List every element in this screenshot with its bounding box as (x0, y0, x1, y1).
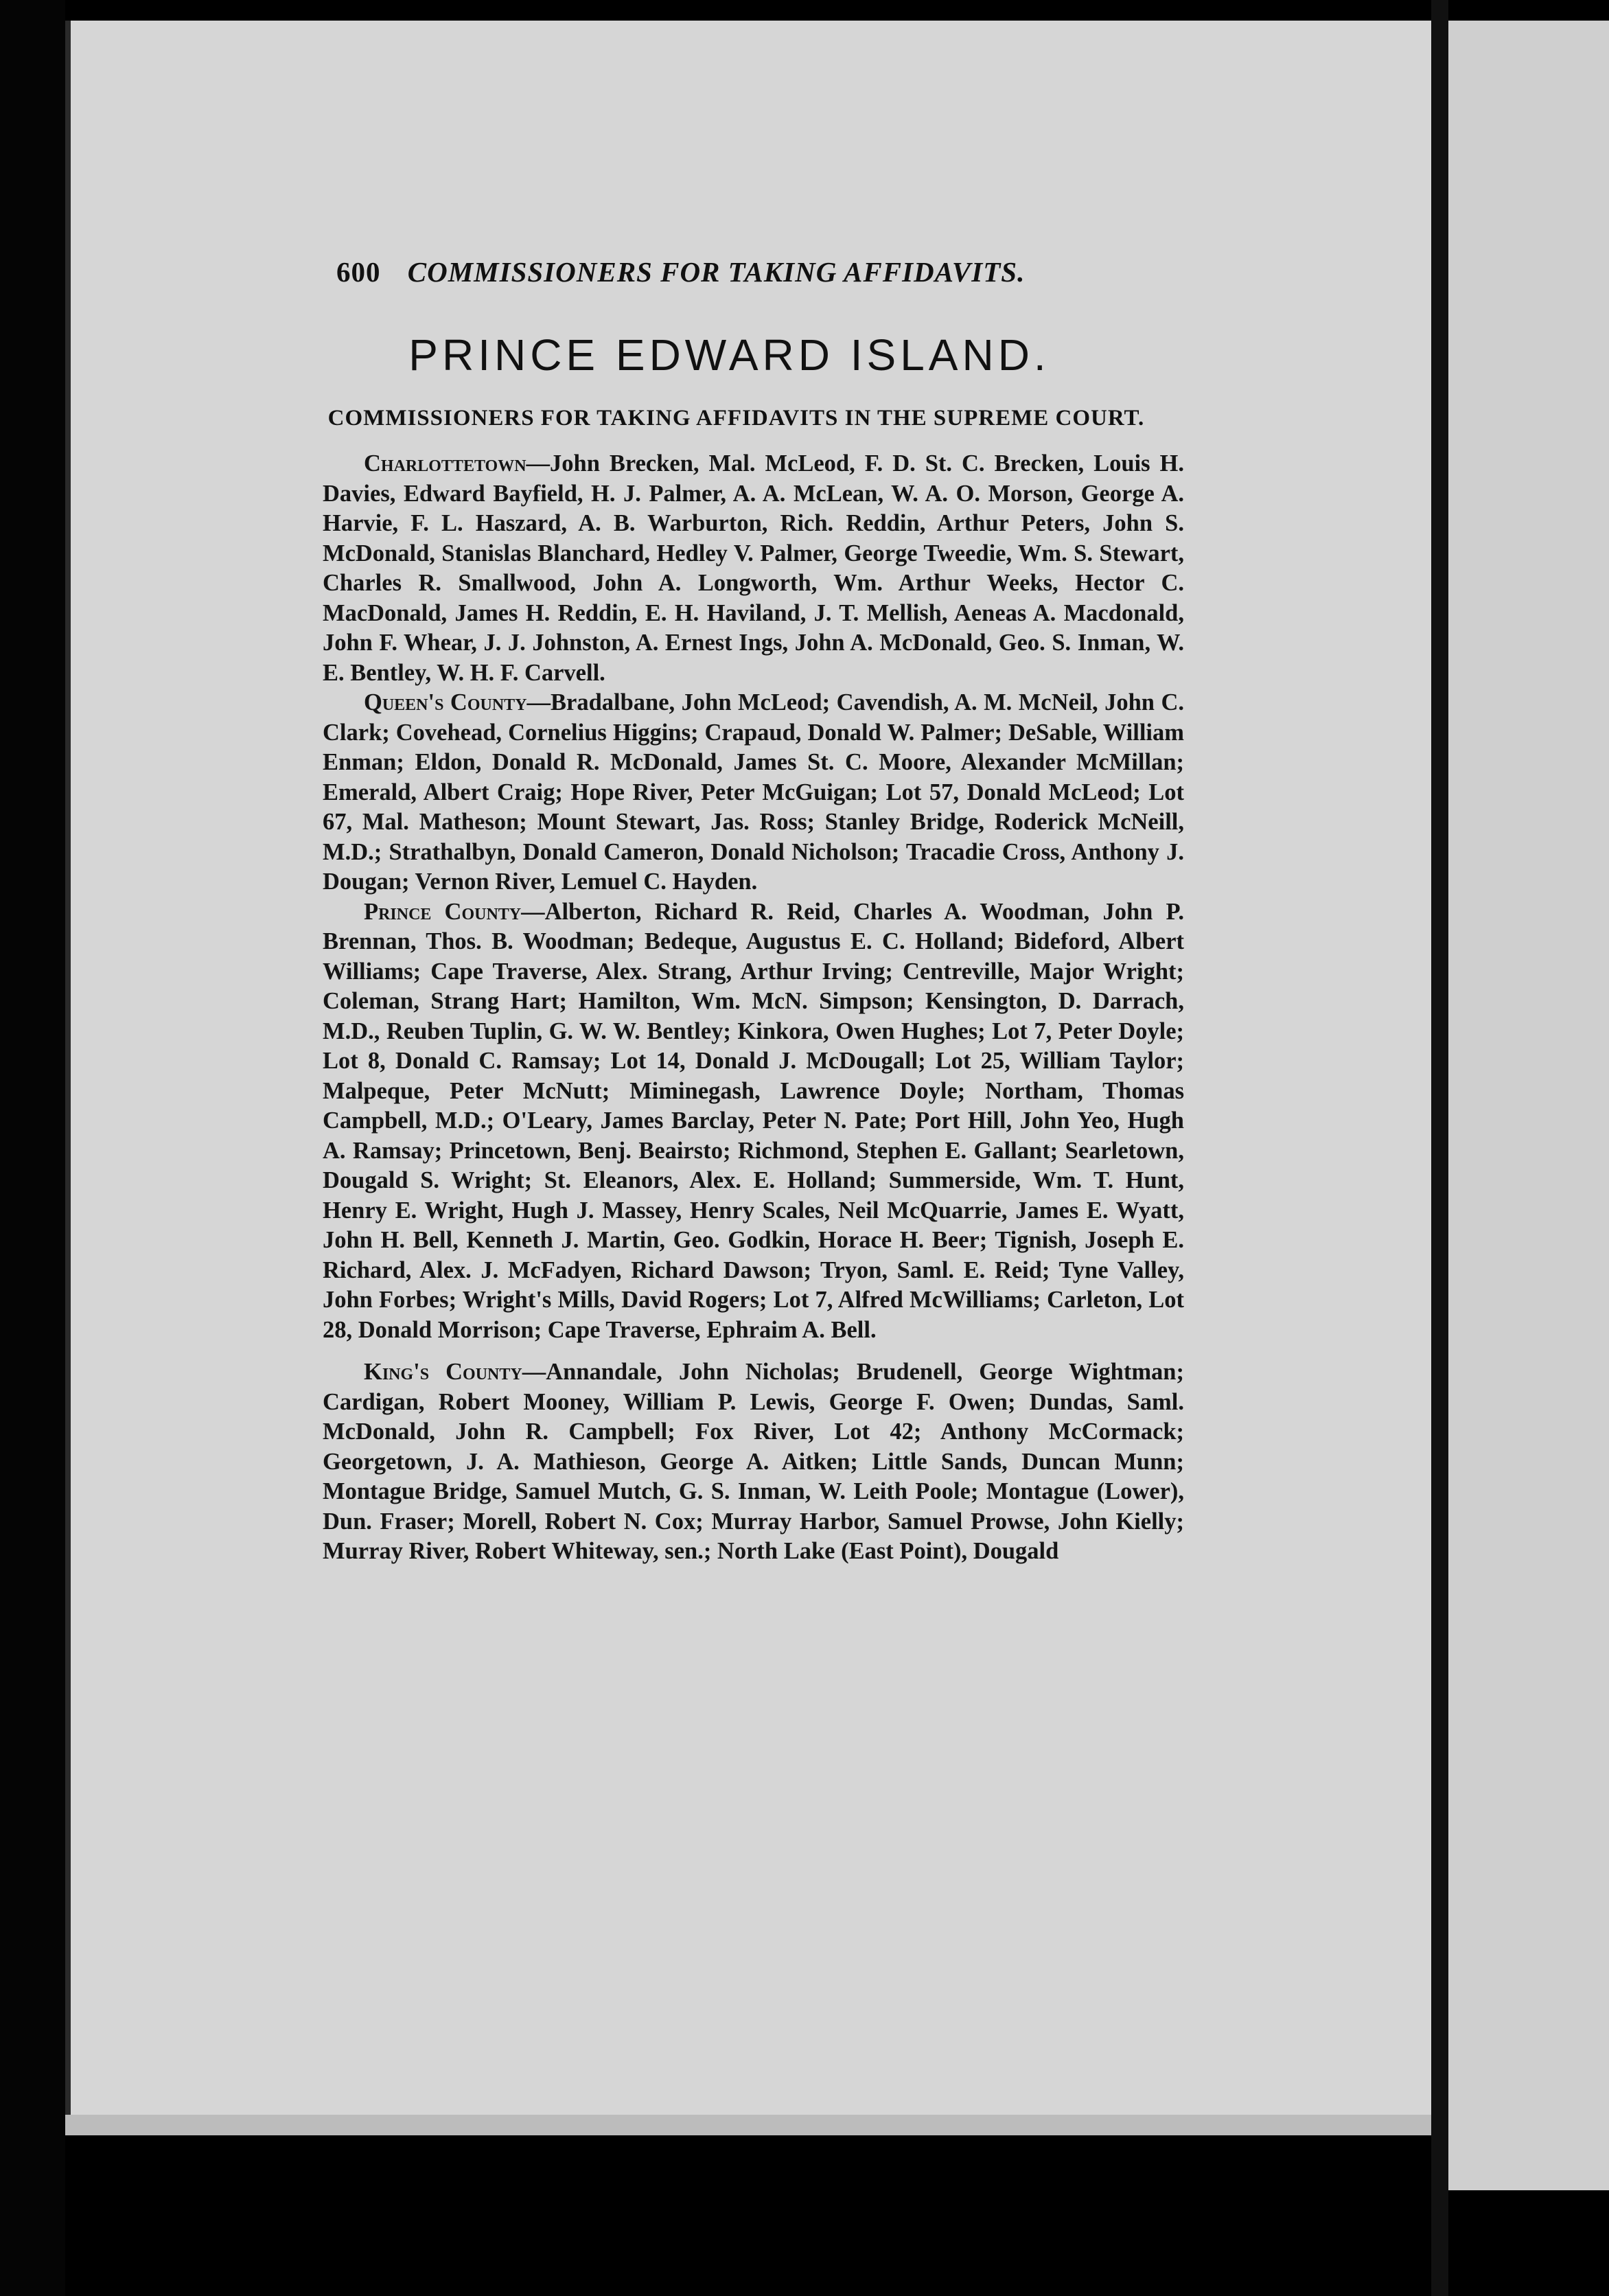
section-lead: King's County (364, 1359, 522, 1385)
paragraph-gap (247, 1345, 1184, 1357)
section-text: —Alberton, Richard R. Reid, Charles A. Woodman, John P. Brennan, Thos. B. Woodman; Bedeque, Augustus E. C. Holland; Bideford, Albert Williams; Cape Traverse, Alex. Strang, Arthur Irving; Centreville, Major Wright; Coleman, Strang Hart; Hamilton, Wm. McN. Simpson; Kensington, D. Darrach, M.D., Reuben Tuplin, G. W. W. Bentley; Kinkora, Owen Hughes; Lot 7, Peter Doyle; Lot 8, Donald C. Ramsay; Lot 14, Donald J. McDougall; Lot 25, William Taylor; Malpeque, Peter McNutt; Miminegash, Lawrence Doyle; Northam, Thomas Campbell, M.D.; O'Leary, James Barclay, Peter N. Pate; Port Hill, John Yeo, Hugh A. Ramsay; Princetown, Benj. Beairsto; Richmond, Stephen E. Gallant; Searletown, Dougald S. Wright; St. Eleanors, Alex. E. Holland; Summerside, Wm. T. Hunt, Henry E. Wright, Hugh J. Massey, Henry Scales, Neil McQuarrie, James E. Wyatt, John H. Bell, Kenneth J. Martin, Geo. Godkin, Horace H. Beer; Tignish, Joseph E. Richard, Alex. J. McFadyen, Richard Dawson; Tryon, Saml. E. Reid; Tyne Valley, John Forbes; Wright's Mills, David Rogers; Lot 7, Alfred McWilliams; Carleton, Lot 28, Donald Morrison; Cape Traverse, Ephraim A. Bell. (323, 898, 1184, 1343)
section-prince-county (323, 897, 1184, 1346)
section-kings-county (323, 1357, 1184, 1567)
running-header (336, 255, 1184, 288)
section-charlottetown (323, 449, 1184, 688)
facing-page-edge (1448, 21, 1609, 2190)
page-number: 600 (336, 256, 381, 288)
section-subheading: COMMISSIONERS FOR TAKING AFFIDAVITS IN THE SUPREME COURT. (327, 406, 1145, 430)
section-text: —Annandale, John Nicholas; Brudenell, George Wightman; Cardigan, Robert Mooney, William P. Lewis, George F. Owen; Dundas, Saml. McDonald, John R. Campbell; Fox River, Lot 42; Anthony McCormack; Georgetown, J. A. Mathieson, George A. Aitken; Little Sands, Duncan Munn; Montague Bridge, Samuel Mutch, G. S. Inman, W. Leith Poole; Montague (Lower), Dun. Fraser; Morell, Robert N. Cox; Murray Harbor, Samuel Prowse, John Kielly; Murray River, Robert Whiteway, sen.; North Lake (East Point), Dougald (323, 1359, 1184, 1564)
section-queens-county (323, 688, 1184, 897)
province-heading: PRINCE EDWARD ISLAND. (408, 330, 1050, 380)
section-lead: Prince County (364, 898, 522, 925)
scan-border-left (0, 0, 65, 2296)
section-lead: Queen's County (364, 689, 527, 715)
page-content (247, 255, 1184, 1567)
page-bottom-edge (65, 2115, 1431, 2135)
section-text: —John Brecken, Mal. McLeod, F. D. St. C. Brecken, Louis H. Davies, Edward Bayfield, H. J. Palmer, A. A. McLean, W. A. O. Morson, George A. Harvie, F. L. Haszard, A. B. Warburton, Rich. Reddin, Arthur Peters, John S. McDonald, Stanislas Blanchard, Hedley V. Palmer, George Tweedie, Wm. S. Stewart, Charles R. Smallwood, John A. Longworth, Wm. Arthur Weeks, Hector C. MacDonald, James H. Reddin, E. H. Haviland, J. T. Mellish, Aeneas A. Macdonald, John F. Whear, J. J. Johnston, A. Ernest Ings, John A. McDonald, Geo. S. Inman, W. E. Bentley, W. H. F. Carvell. (323, 450, 1184, 686)
book-gutter (1431, 0, 1448, 2296)
section-text: —Bradalbane, John McLeod; Cavendish, A. M. McNeil, John C. Clark; Covehead, Cornelius Higgins; Crapaud, Donald W. Palmer; DeSable, William Enman; Eldon, Donald R. McDonald, James St. C. Moore, Alexander McMillan; Emerald, Albert Craig; Hope River, Peter McGuigan; Lot 57, Donald McLeod; Lot 67, Mal. Matheson; Mount Stewart, Jas. Ross; Stanley Bridge, Roderick McNeill, M.D.; Strathalbyn, Donald Cameron, Donald Nicholson; Tracadie Cross, Anthony J. Dougan; Vernon River, Lemuel C. Hayden. (323, 689, 1184, 895)
section-lead: Charlottetown (364, 450, 526, 477)
running-title: COMMISSIONERS FOR TAKING AFFIDAVITS. (407, 256, 1026, 288)
